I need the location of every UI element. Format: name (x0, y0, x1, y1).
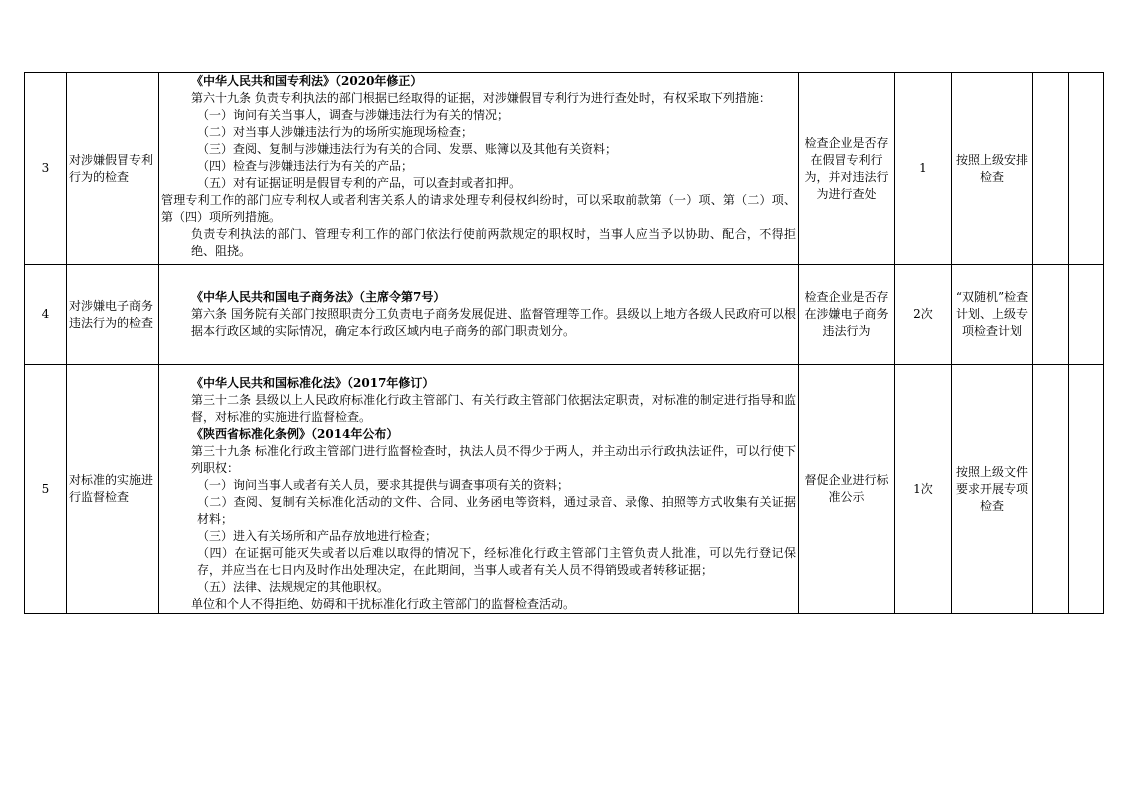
article-clause: （一）询问有关当事人，调查与涉嫌违法行为有关的情况； (197, 108, 510, 122)
article-clause: （一）询问当事人或者有关人员，要求其提供与调查事项有关的资料； (197, 478, 570, 492)
table-row (25, 365, 1104, 614)
article-clause: （四）检查与涉嫌违法行为有关的产品； (197, 159, 414, 173)
inspection-method: 按照上级文件要求开展专项检查 (952, 365, 1033, 614)
regulation-heading: 《陕西省标准化条例》（2014年公布） (191, 427, 399, 441)
table-row (25, 265, 1104, 365)
inspection-item: 对涉嫌电子商务违法行为的检查 (67, 265, 159, 365)
blank-cell (1069, 265, 1104, 365)
law-edition: （2017年修订） (347, 376, 435, 390)
inspection-method: “双随机”检查计划、上级专项检查计划 (952, 265, 1033, 365)
law-heading (161, 375, 796, 392)
row-number: 5 (25, 365, 67, 614)
inspection-frequency: 1 (895, 73, 952, 265)
inspection-table (24, 72, 1104, 614)
article-clause: （二）查阅、复制有关标准化活动的文件、合同、业务函电等资料，通过录音、录像、拍照等方式收集有关证据材料； (197, 495, 796, 526)
law-heading (161, 73, 796, 90)
inspection-frequency: 2次 (895, 265, 952, 365)
inspection-item: 对标准的实施进行监督检查 (67, 365, 159, 614)
legal-basis (159, 365, 799, 614)
article-text: 单位和个人不得拒绝、妨碍和干扰标准化行政主管部门的监督检查活动。 (191, 597, 576, 611)
article-clause: （五）对有证据证明是假冒专利的产品，可以查封或者扣押。 (197, 176, 522, 190)
inspection-content: 检查企业是否存在涉嫌电子商务违法行为 (799, 265, 895, 365)
article-clause: （三）进入有关场所和产品存放地进行检查； (197, 529, 438, 543)
article-clause: （四）在证据可能灭失或者以后难以取得的情况下，经标准化行政主管部门主管负责人批准，可以先行登记保存，并应当在七日内及时作出处理决定，在此期间，当事人或者有关人员不得销毁或者转移证据； (197, 546, 796, 577)
law-title: 《中华人民共和国电子商务法》 (191, 290, 360, 304)
law-title: 《中华人民共和国标准化法》 (191, 376, 348, 390)
article-text: 第三十九条 标准化行政主管部门进行监督检查时，执法人员不得少于两人，并主动出示行政执法证件，可以行使下列职权： (191, 444, 796, 475)
blank-cell (1033, 365, 1069, 614)
law-heading (161, 289, 796, 306)
article-clause: （二）对当事人涉嫌违法行为的场所实施现场检查； (197, 125, 474, 139)
law-title: 《中华人民共和国专利法》 (191, 74, 336, 88)
article-clause: （三）查阅、复制与涉嫌违法行为有关的合同、发票、账簿以及其他有关资料； (197, 142, 618, 156)
inspection-item: 对涉嫌假冒专利行为的检查 (67, 73, 159, 265)
article-text: 第三十二条 县级以上人民政府标准化行政主管部门、有关行政主管部门依据法定职责，对标准的制定进行指导和监督，对标准的实施进行监督检查。 (191, 393, 796, 424)
table-row (25, 73, 1104, 265)
blank-cell (1033, 265, 1069, 365)
article-text: 负责专利执法的部门、管理专利工作的部门依法行使前两款规定的职权时，当事人应当予以协助、配合，不得拒绝、阻挠。 (191, 227, 796, 258)
legal-basis (159, 265, 799, 365)
row-number: 4 (25, 265, 67, 365)
inspection-frequency: 1次 (895, 365, 952, 614)
blank-cell (1069, 365, 1104, 614)
article-text: 第六十九条 负责专利执法的部门根据已经取得的证据，对涉嫌假冒专利行为进行查处时，有权采取下列措施： (191, 91, 771, 105)
article-text: 管理专利工作的部门应专利权人或者利害关系人的请求处理专利侵权纠纷时，可以采取前款第（一）项、第（二）项、第（四）项所列措施。 (161, 193, 796, 224)
row-number: 3 (25, 73, 67, 265)
legal-basis (159, 73, 799, 265)
inspection-content: 督促企业进行标准公示 (799, 365, 895, 614)
inspection-method: 按照上级安排检查 (952, 73, 1033, 265)
article-clause: （五）法律、法规规定的其他职权。 (197, 580, 390, 594)
blank-cell (1069, 73, 1104, 265)
inspection-content: 检查企业是否存在假冒专利行为，并对违法行为进行查处 (799, 73, 895, 265)
blank-cell (1033, 73, 1069, 265)
law-edition: （主席令第7号） (359, 290, 446, 304)
law-edition: （2020年修正） (335, 74, 423, 88)
article-text: 第六条 国务院有关部门按照职责分工负责电子商务发展促进、监督管理等工作。县级以上地方各级人民政府可以根据本行政区域的实际情况，确定本行政区域内电子商务的部门职责划分。 (191, 307, 796, 338)
